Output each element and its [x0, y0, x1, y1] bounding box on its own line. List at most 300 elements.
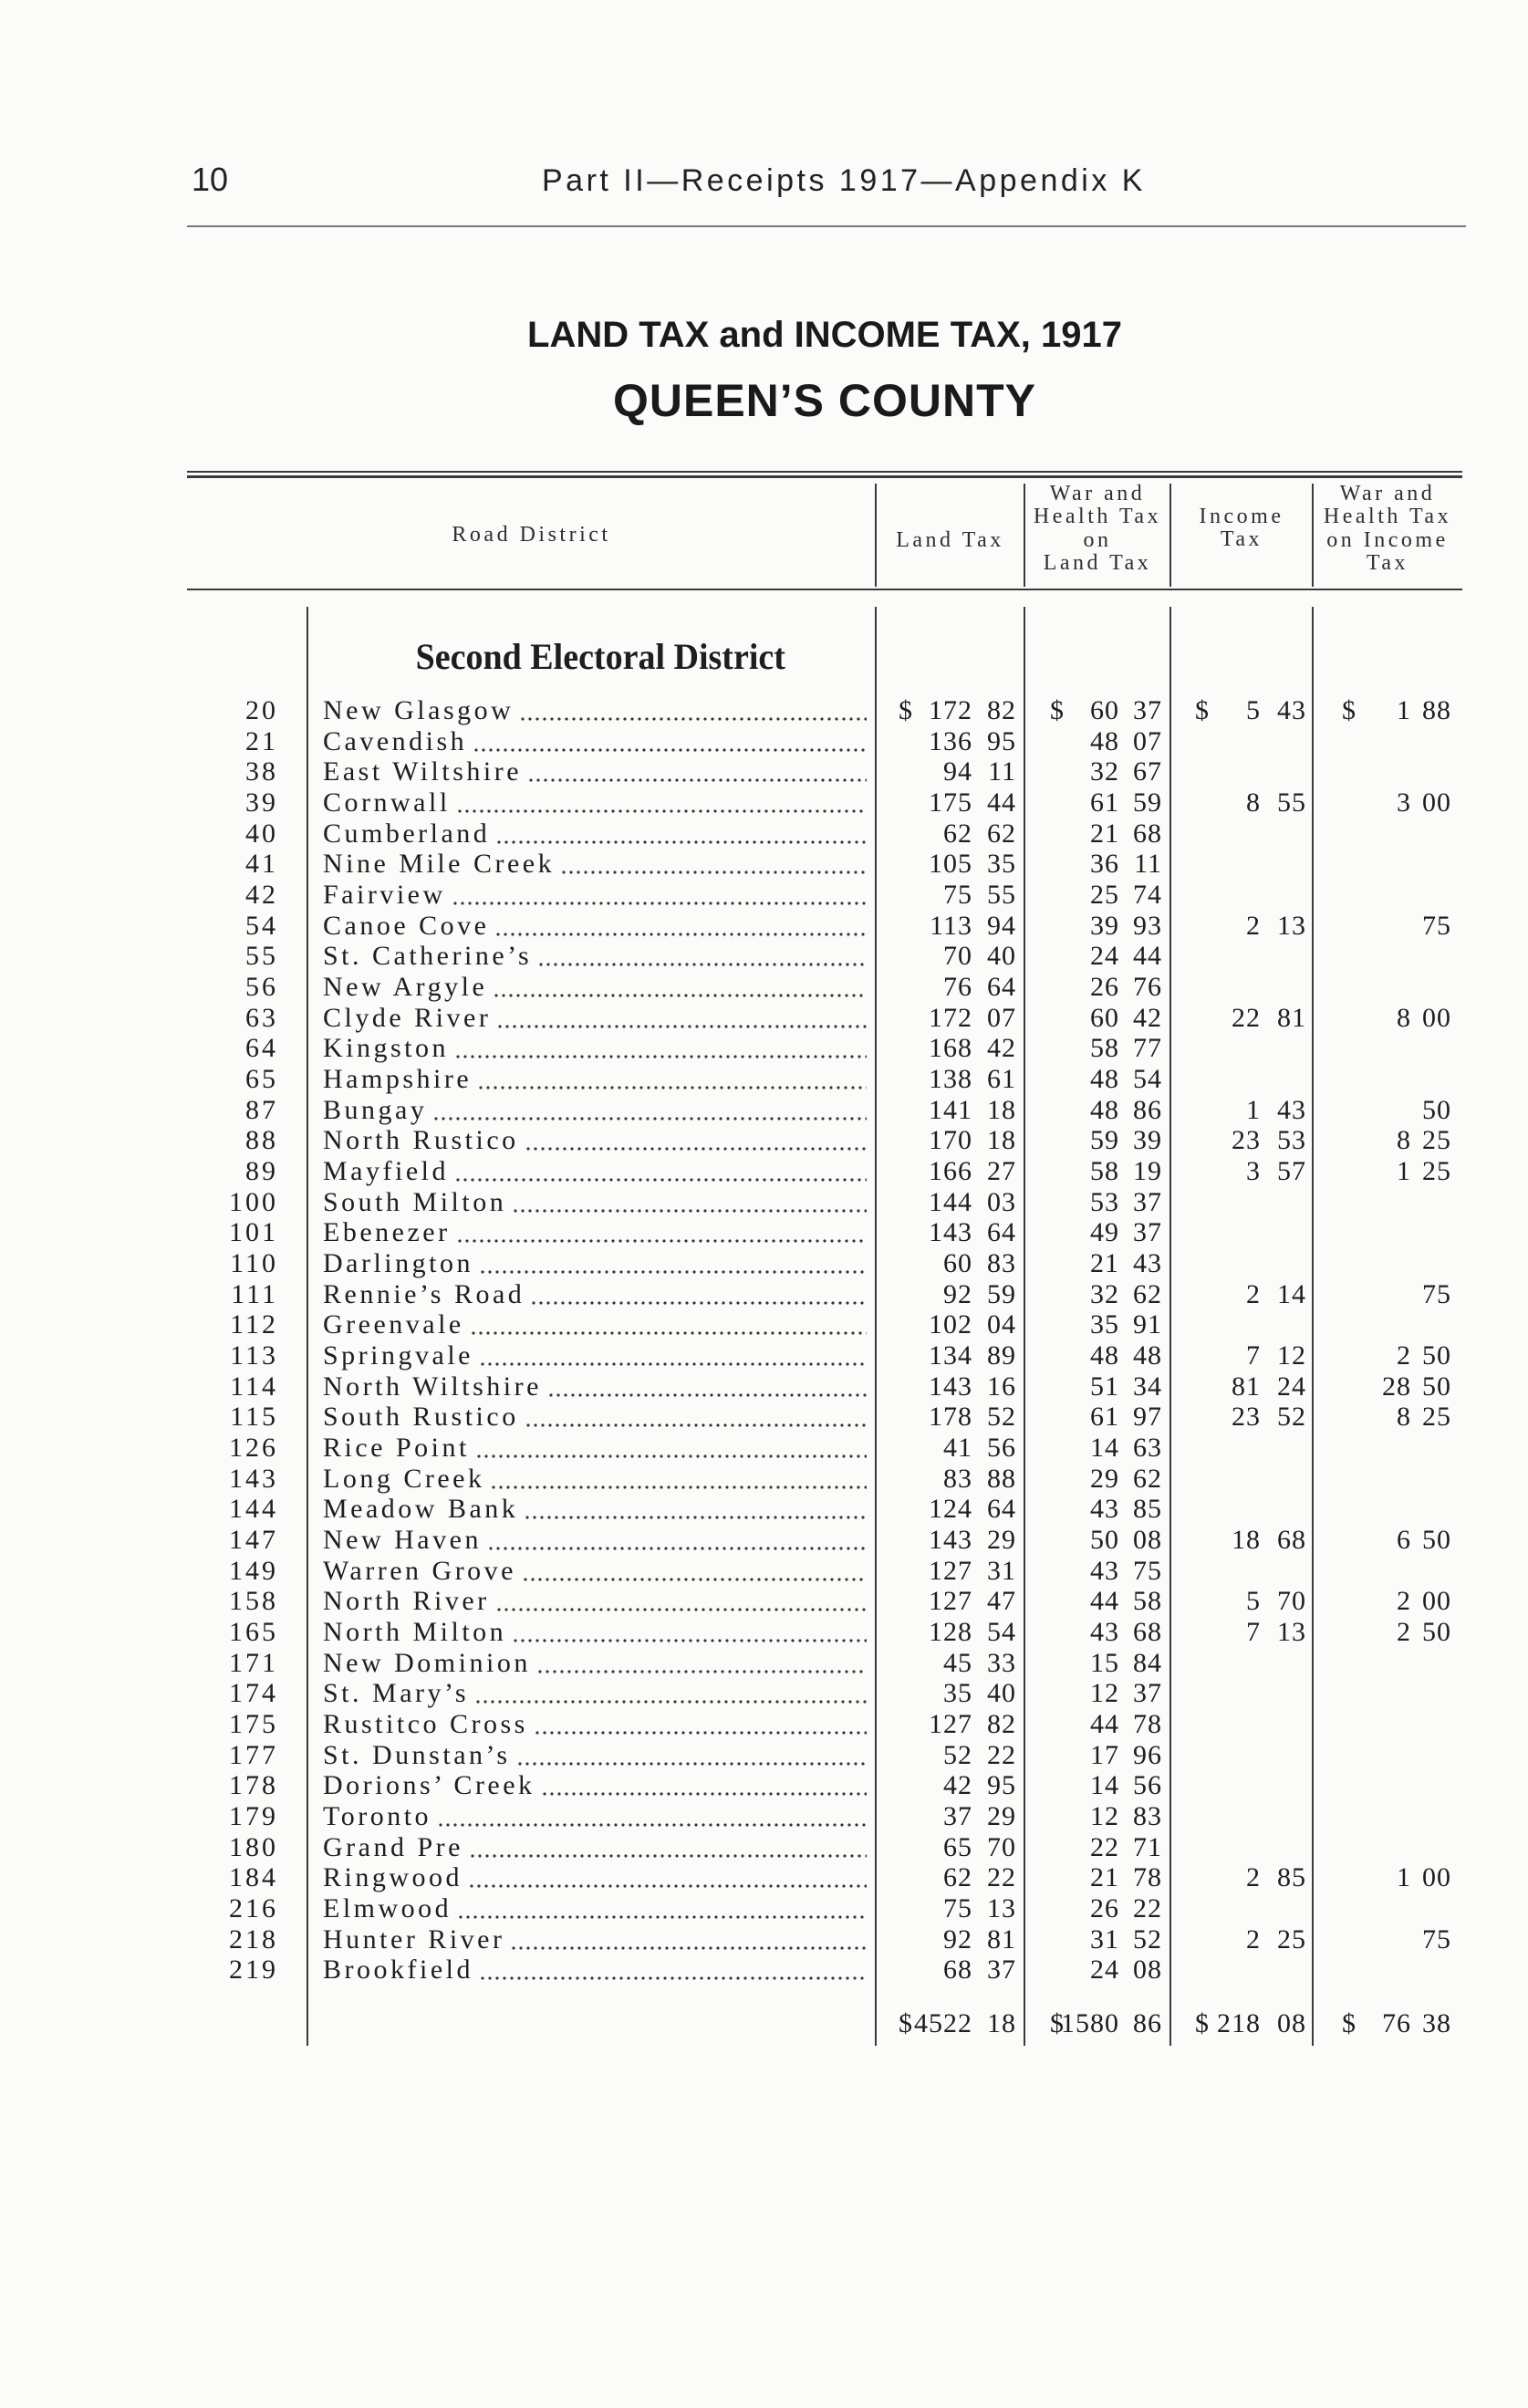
dollars: 113 — [930, 910, 972, 941]
war-health-land-tax-amount — [1024, 1156, 1170, 1187]
district-number: 177 — [229, 1739, 278, 1770]
cents: 61 — [987, 1064, 1016, 1095]
district-name: South Milton — [323, 1186, 507, 1217]
land-tax-amount — [876, 1402, 1024, 1433]
dollars: 136 — [929, 725, 972, 756]
dot-leader — [525, 1402, 867, 1433]
cents: 42 — [1133, 1002, 1162, 1033]
war-health-land-tax-amount — [1024, 1464, 1170, 1495]
dollars: 2 — [1397, 1340, 1411, 1371]
district-name: East Wiltshire — [323, 756, 523, 787]
district-number: 55 — [245, 941, 278, 972]
cents: 62 — [1133, 1463, 1162, 1494]
table-row — [0, 1832, 1528, 1863]
dollars: 48 — [1090, 725, 1119, 756]
district-name: New Glasgow — [323, 695, 515, 725]
table-row — [0, 1678, 1528, 1709]
dollars: 3 — [1246, 1156, 1261, 1187]
table-row — [0, 911, 1528, 942]
district-name-cell — [323, 1433, 867, 1464]
table-row — [0, 1955, 1528, 1986]
table-row — [0, 1801, 1528, 1832]
district-number: 20 — [245, 695, 278, 725]
table-row — [0, 1402, 1528, 1433]
cents: 95 — [987, 725, 1016, 756]
cents: 53 — [1277, 1125, 1306, 1156]
war-health-land-tax-amount — [1024, 1095, 1170, 1126]
district-number: 216 — [229, 1893, 278, 1924]
cents: 18 — [987, 2008, 1016, 2038]
cents: 25 — [1277, 1923, 1306, 1955]
land-tax-amount — [876, 1740, 1024, 1771]
dot-leader — [456, 1217, 867, 1248]
land-tax-amount — [876, 1893, 1024, 1924]
district-number: 147 — [229, 1525, 278, 1556]
district-number: 39 — [245, 787, 278, 818]
war-health-income-tax-amount — [1313, 1617, 1462, 1648]
cents: 67 — [1133, 756, 1162, 787]
dot-leader — [512, 1187, 867, 1218]
dollars: 7 — [1246, 1340, 1261, 1371]
district-number: 179 — [229, 1801, 278, 1832]
cents: 03 — [987, 1186, 1016, 1217]
dot-leader — [457, 1893, 867, 1924]
dot-leader — [537, 941, 867, 972]
document-title: LAND TAX and INCOME TAX, 1917 — [527, 315, 1122, 355]
dot-leader — [541, 1770, 867, 1801]
district-name-cell — [323, 1125, 867, 1156]
district-name-cell — [323, 1309, 867, 1340]
dollars: 14 — [1090, 1433, 1119, 1464]
header-line: Health Tax — [1033, 505, 1162, 529]
war-health-income-tax-amount — [1313, 1924, 1462, 1955]
land-tax-amount — [876, 1217, 1024, 1248]
dollars: 127 — [929, 1586, 972, 1617]
dollars: 5 — [1246, 1586, 1261, 1617]
district-name-cell — [323, 1586, 867, 1617]
district-name: Mayfield — [323, 1156, 449, 1187]
dollars: 61 — [1090, 1402, 1119, 1433]
cents: 39 — [1133, 1125, 1162, 1156]
table-row — [0, 1525, 1528, 1556]
cents: 13 — [987, 1893, 1016, 1924]
dollars: 53 — [1090, 1186, 1119, 1217]
table-row — [0, 1187, 1528, 1218]
cents: 00 — [1422, 1862, 1451, 1893]
district-name-cell — [323, 1556, 867, 1587]
cents: 16 — [987, 1371, 1016, 1402]
table-row — [0, 1279, 1528, 1310]
district-name: Warren Grove — [323, 1555, 516, 1586]
cents: 63 — [1133, 1433, 1162, 1464]
district-name-cell — [323, 1033, 867, 1064]
dot-leader — [495, 818, 867, 850]
currency-symbol: $ — [1342, 2008, 1356, 2038]
dot-leader — [452, 880, 867, 911]
dollars: 41 — [943, 1433, 972, 1464]
dollars: 42 — [943, 1770, 972, 1801]
dollars: 21 — [1090, 1248, 1119, 1279]
land-tax-amount — [876, 1064, 1024, 1095]
cents: 08 — [1133, 1955, 1162, 1986]
land-tax-amount — [876, 1309, 1024, 1340]
dollars: 102 — [929, 1309, 972, 1340]
district-number: 114 — [230, 1371, 278, 1402]
district-name: North Milton — [323, 1617, 507, 1648]
dot-leader — [522, 1556, 867, 1587]
dot-leader — [477, 1064, 867, 1095]
war-health-income-tax-amount — [1313, 1340, 1462, 1371]
district-number: 126 — [229, 1433, 278, 1464]
land-tax-amount — [876, 1033, 1024, 1064]
war-health-land-tax-amount — [1024, 1801, 1170, 1832]
land-tax-amount — [876, 1156, 1024, 1187]
dollars: 35 — [1090, 1309, 1119, 1340]
district-name: South Rustico — [323, 1402, 519, 1433]
table-row — [0, 1648, 1528, 1679]
dollars: 143 — [929, 1217, 972, 1248]
dollars: 65 — [943, 1831, 972, 1862]
dollars: 24 — [1090, 941, 1119, 972]
war-health-land-tax-amount — [1024, 1556, 1170, 1587]
currency-symbol: $ — [899, 695, 913, 725]
cents: 64 — [987, 972, 1016, 1003]
cents: 50 — [1422, 1525, 1451, 1556]
dollars: 1 — [1397, 695, 1411, 725]
currency-symbol: $ — [899, 2008, 913, 2038]
cents: 37 — [1133, 1186, 1162, 1217]
district-name-cell — [323, 1893, 867, 1924]
war-health-land-tax-amount — [1024, 1494, 1170, 1525]
district-name: Dorions’ Creek — [323, 1770, 535, 1801]
dot-leader — [494, 911, 867, 942]
cents: 07 — [1133, 725, 1162, 756]
dollars: 29 — [1090, 1463, 1119, 1494]
dollars: 8 — [1397, 1002, 1411, 1033]
district-name-cell — [323, 1770, 867, 1801]
dollars: 4522 — [914, 2008, 972, 2038]
district-name: Brookfield — [323, 1955, 473, 1986]
cents: 83 — [987, 1248, 1016, 1279]
dollars: 168 — [929, 1033, 972, 1064]
cents: 55 — [987, 880, 1016, 911]
cents: 68 — [1277, 1525, 1306, 1556]
dollars: 2 — [1246, 1923, 1261, 1955]
dot-leader — [454, 1033, 867, 1064]
district-name-cell — [323, 1740, 867, 1771]
cents: 52 — [987, 1402, 1016, 1433]
dollars: 62 — [943, 1862, 972, 1893]
dollars: 62 — [943, 818, 972, 849]
district-number: 178 — [229, 1770, 278, 1801]
land-tax-amount — [876, 1648, 1024, 1679]
district-number: 65 — [245, 1064, 278, 1095]
war-health-land-tax-amount — [1024, 911, 1170, 942]
war-health-land-tax-amount — [1024, 1340, 1170, 1371]
war-health-land-tax-amount — [1024, 2008, 1170, 2039]
cents: 37 — [987, 1955, 1016, 1986]
district-name-cell — [323, 756, 867, 787]
district-name: Kingston — [323, 1033, 450, 1064]
district-name-cell — [323, 849, 867, 880]
table-row — [0, 1740, 1528, 1771]
land-tax-amount — [876, 2008, 1024, 2039]
dot-leader — [524, 1494, 867, 1525]
cents: 64 — [987, 1494, 1016, 1525]
table-row — [0, 941, 1528, 972]
cents: 29 — [987, 1525, 1016, 1556]
cents: 33 — [987, 1647, 1016, 1678]
dollars: 1 — [1397, 1156, 1411, 1187]
cents: 84 — [1133, 1647, 1162, 1678]
header-line: War and — [1339, 482, 1436, 506]
war-health-land-tax-amount — [1024, 1309, 1170, 1340]
cents: 82 — [987, 1709, 1016, 1740]
dot-leader — [516, 1740, 867, 1771]
war-health-income-tax-amount — [1313, 1862, 1462, 1893]
table-row — [0, 1003, 1528, 1034]
dot-leader — [547, 1371, 867, 1402]
war-health-income-tax-amount — [1313, 2008, 1462, 2039]
cents: 18 — [987, 1125, 1016, 1156]
dollars: 28 — [1382, 1371, 1411, 1402]
war-health-land-tax-amount — [1024, 1770, 1170, 1801]
land-tax-amount — [876, 1709, 1024, 1740]
page-number: 10 — [192, 161, 229, 198]
land-tax-amount — [876, 972, 1024, 1003]
dollars: 2 — [1397, 1586, 1411, 1617]
district-name-cell — [323, 1832, 867, 1863]
district-number: 64 — [245, 1033, 278, 1064]
cents: 22 — [987, 1739, 1016, 1770]
dollars: 58 — [1090, 1033, 1119, 1064]
cents: 27 — [987, 1156, 1016, 1187]
cents: 59 — [1133, 787, 1162, 818]
district-name-cell — [323, 1064, 867, 1095]
dollars: 43 — [1090, 1494, 1119, 1525]
dollars: 15 — [1090, 1647, 1119, 1678]
war-health-land-tax-amount — [1024, 695, 1170, 726]
district-number: 144 — [229, 1494, 278, 1525]
income-tax-amount — [1170, 1862, 1313, 1893]
dollars: 143 — [929, 1525, 972, 1556]
district-name-cell — [323, 726, 867, 757]
district-name: Cumberland — [323, 818, 491, 849]
war-health-land-tax-amount — [1024, 1709, 1170, 1740]
district-name-cell — [323, 1617, 867, 1648]
district-name: Fairview — [323, 880, 446, 911]
dot-leader — [490, 1464, 867, 1495]
dollars: 92 — [943, 1278, 972, 1309]
war-health-income-tax-amount — [1313, 1371, 1462, 1402]
land-tax-amount — [876, 1924, 1024, 1955]
land-tax-amount — [876, 818, 1024, 850]
land-tax-amount — [876, 1095, 1024, 1126]
income-tax-amount — [1170, 1586, 1313, 1617]
district-name: Cornwall — [323, 787, 451, 818]
land-tax-amount — [876, 941, 1024, 972]
table-row — [0, 1033, 1528, 1064]
district-name: Springvale — [323, 1340, 473, 1371]
district-name: Grand Pre — [323, 1831, 463, 1862]
dollars: 175 — [929, 787, 972, 818]
dollars: 8 — [1397, 1402, 1411, 1433]
district-name: North River — [323, 1586, 490, 1617]
district-number: 171 — [229, 1647, 278, 1678]
district-name-cell — [323, 1279, 867, 1310]
land-tax-amount — [876, 1125, 1024, 1156]
land-tax-amount — [876, 1556, 1024, 1587]
dollars: 21 — [1090, 818, 1119, 849]
cents: 93 — [1133, 910, 1162, 941]
district-name: Long Creek — [323, 1463, 485, 1494]
table-row — [0, 787, 1528, 818]
dollars: 8 — [1246, 787, 1261, 818]
district-name-cell — [323, 787, 867, 818]
cents: 54 — [1133, 1064, 1162, 1095]
dollars: 17 — [1090, 1739, 1119, 1770]
land-tax-header — [876, 529, 1024, 552]
dollars: 75 — [943, 1893, 972, 1924]
cents: 52 — [1277, 1402, 1306, 1433]
dollars: 143 — [929, 1371, 972, 1402]
table-row — [0, 972, 1528, 1003]
running-header: Part II—Receipts 1917—Appendix K — [542, 163, 1146, 198]
currency-symbol: $ — [1050, 695, 1065, 725]
cents: 78 — [1133, 1709, 1162, 1740]
income-tax-amount — [1170, 1095, 1313, 1126]
dollars: 75 — [943, 880, 972, 911]
land-tax-amount — [876, 1003, 1024, 1034]
table-row — [0, 1770, 1528, 1801]
cents: 18 — [987, 1094, 1016, 1125]
dollars: 166 — [929, 1156, 972, 1187]
dollars: 124 — [929, 1494, 972, 1525]
dollars: 2 — [1397, 1617, 1411, 1648]
land-tax-amount — [876, 880, 1024, 911]
district-name: Nine Mile Creek — [323, 849, 556, 880]
currency-symbol: $ — [1342, 695, 1356, 725]
table-row — [0, 1494, 1528, 1525]
dollars: 61 — [1090, 787, 1119, 818]
district-number: 110 — [230, 1248, 278, 1279]
cents: 08 — [1277, 2008, 1306, 2038]
dot-leader — [519, 695, 867, 726]
district-number: 40 — [245, 818, 278, 849]
cents: 40 — [987, 1678, 1016, 1709]
cents: 85 — [1133, 1494, 1162, 1525]
dollars: 44 — [1090, 1709, 1119, 1740]
district-name: St. Mary’s — [323, 1678, 470, 1709]
war-health-land-tax-amount — [1024, 1033, 1170, 1064]
land-tax-amount — [876, 756, 1024, 787]
district-number: 54 — [245, 910, 278, 941]
dollars: 18 — [1232, 1525, 1261, 1556]
dot-leader — [479, 1340, 867, 1371]
district-number: 38 — [245, 756, 278, 787]
district-name-cell — [323, 1371, 867, 1402]
income-tax-amount — [1170, 1617, 1313, 1648]
district-name-cell — [323, 1525, 867, 1556]
currency-symbol: $ — [1195, 695, 1210, 725]
cents: 85 — [1277, 1862, 1306, 1893]
land-tax-amount — [876, 1862, 1024, 1893]
cents: 54 — [987, 1617, 1016, 1648]
dollars: 37 — [943, 1801, 972, 1832]
cents: 31 — [987, 1555, 1016, 1586]
dot-leader — [527, 756, 867, 787]
table-row — [0, 1125, 1528, 1156]
cents: 76 — [1133, 972, 1162, 1003]
dollars: 172 — [929, 1002, 972, 1033]
cents: 25 — [1422, 1125, 1451, 1156]
district-number: 21 — [245, 725, 278, 756]
district-number: 100 — [229, 1186, 278, 1217]
header-line: on — [1083, 527, 1112, 552]
cents: 56 — [1133, 1770, 1162, 1801]
dollars: 26 — [1090, 1893, 1119, 1924]
cents: 42 — [987, 1033, 1016, 1064]
cents: 04 — [987, 1309, 1016, 1340]
cents: 70 — [987, 1831, 1016, 1862]
dot-leader — [456, 787, 867, 818]
cents: 96 — [1133, 1739, 1162, 1770]
dollars: 138 — [929, 1064, 972, 1095]
cents: 44 — [1133, 941, 1162, 972]
land-tax-amount — [876, 1187, 1024, 1218]
dollars: 134 — [929, 1340, 972, 1371]
dollars: 178 — [929, 1402, 972, 1433]
dollars: 1 — [1246, 1094, 1261, 1125]
income-tax-amount — [1170, 1525, 1313, 1556]
war-health-income-tax-amount — [1313, 1003, 1462, 1034]
income-tax-amount — [1170, 1371, 1313, 1402]
dollars: 94 — [943, 756, 972, 787]
district-name: Bungay — [323, 1094, 428, 1125]
cents: 64 — [987, 1217, 1016, 1248]
cents: 14 — [1277, 1278, 1306, 1309]
dot-leader — [493, 972, 867, 1003]
land-tax-amount — [876, 695, 1024, 726]
dollars: 172 — [929, 695, 972, 725]
section-heading-text: Second Electoral District — [415, 636, 785, 677]
district-name-cell — [323, 1402, 867, 1433]
dollars: 26 — [1090, 972, 1119, 1003]
cents: 50 — [1422, 1617, 1451, 1648]
cents: 13 — [1277, 1617, 1306, 1648]
income-tax-amount — [1170, 1402, 1313, 1433]
land-tax-amount — [876, 1494, 1024, 1525]
cents: 44 — [987, 787, 1016, 818]
war-health-land-tax-amount — [1024, 1955, 1170, 1986]
district-name: Toronto — [323, 1801, 432, 1832]
cents: 74 — [1133, 880, 1162, 911]
dot-leader — [560, 849, 867, 880]
war-health-income-tax-amount — [1313, 1156, 1462, 1187]
district-name: Meadow Bank — [323, 1494, 519, 1525]
war-health-land-tax-amount — [1024, 1187, 1170, 1218]
table-row — [0, 1617, 1528, 1648]
dollars: 6 — [1397, 1525, 1411, 1556]
cents: 89 — [987, 1340, 1016, 1371]
district-name-cell — [323, 1955, 867, 1986]
war-health-land-tax-amount — [1024, 1279, 1170, 1310]
header-line: Tax — [1220, 527, 1263, 552]
land-tax-amount — [876, 1279, 1024, 1310]
cents: 75 — [1422, 1923, 1451, 1955]
table-row — [0, 1248, 1528, 1279]
district-name: New Dominion — [323, 1647, 531, 1678]
